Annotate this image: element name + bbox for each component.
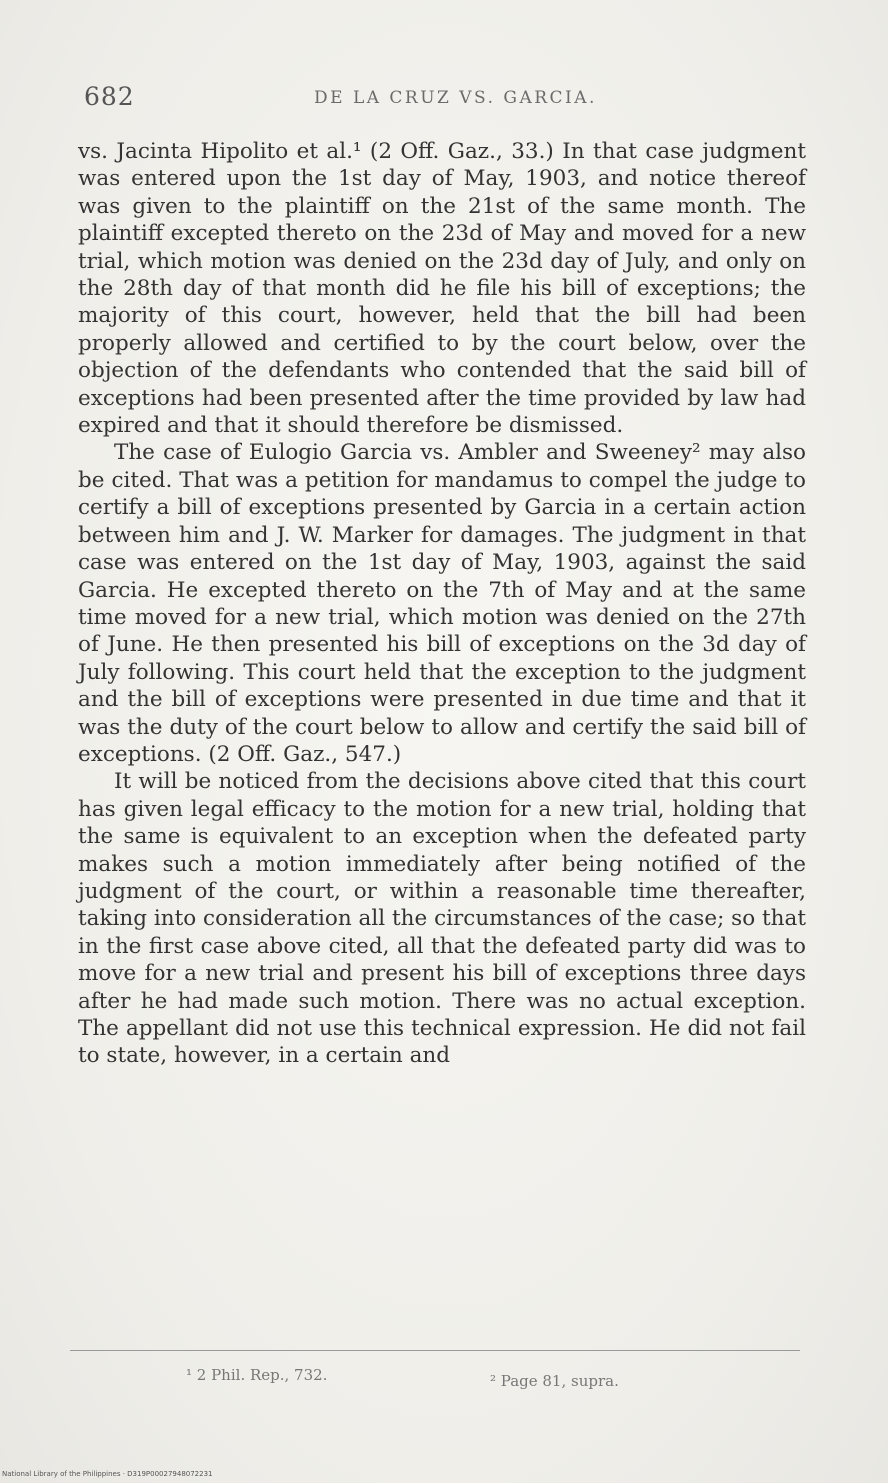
- page-header: [84, 82, 804, 112]
- paragraph-2: The case of Eulogio Garcia vs. Ambler and Sweeney² may also be cited. That was a petition for mandamus to compel the judge to certify a bill of exceptions presented by Garcia in a certain action between him and J. W. Marker for damages. The judgment in that case was entered on the 1st day of May, 1903, against the said Garcia. He excepted thereto on the 7th of May and at the same time moved for a new trial, which motion was denied on the 27th of June. He then presented his bill of exceptions on the 3d day of July following. This court held that the exception to the judgment and the bill of exceptions were presented in due time and that it was the duty of the court below to allow and certify the said bill of exceptions. (2 Off. Gaz., 547.): [78, 440, 806, 767]
- body-text: [78, 138, 806, 1070]
- footnote-2: ² Page 81, supra.: [490, 1372, 619, 1390]
- scan-imprint: National Library of the Philippines · D319P00027948072231: [2, 1470, 213, 1478]
- footnotes: [0, 1360, 888, 1390]
- footnote-1: ¹ 2 Phil. Rep., 732.: [186, 1366, 328, 1384]
- paragraph-1: vs. Jacinta Hipolito et al.¹ (2 Off. Gaz., 33.) In that case judgment was entered upon the 1st day of May, 1903, and notice thereof was given to the plaintiff on the 21st of the same month. The plaintiff excepted thereto on the 23d of May and moved for a new trial, which motion was denied on the 23d day of July, and only on the 28th day of that month did he file his bill of exceptions; the majority of this court, however, held that the bill had been properly allowed and certified to by the court below, over the objection of the defendants who contended that the said bill of exceptions had been presented after the time provided by law had expired and that it should therefore be dismissed.: [78, 139, 806, 439]
- paragraph-3: It will be noticed from the decisions above cited that this court has given legal efficacy to the motion for a new trial, holding that the same is equivalent to an exception when the defeated party makes such a motion immediately after being notified of the judgment of the court, or within a reasonable time thereafter, taking into consideration all the circumstances of the case; so that in the first case above cited, all that the defeated party did was to move for a new trial and present his bill of exceptions three days after he had made such motion. There was no actual exception. The appellant did not use this technical expression. He did not fail to state, however, in a certain and: [78, 769, 806, 1069]
- page-number: 682: [84, 82, 135, 111]
- running-head: DE LA CRUZ VS. GARCIA.: [314, 88, 597, 108]
- footnote-divider: [70, 1350, 800, 1351]
